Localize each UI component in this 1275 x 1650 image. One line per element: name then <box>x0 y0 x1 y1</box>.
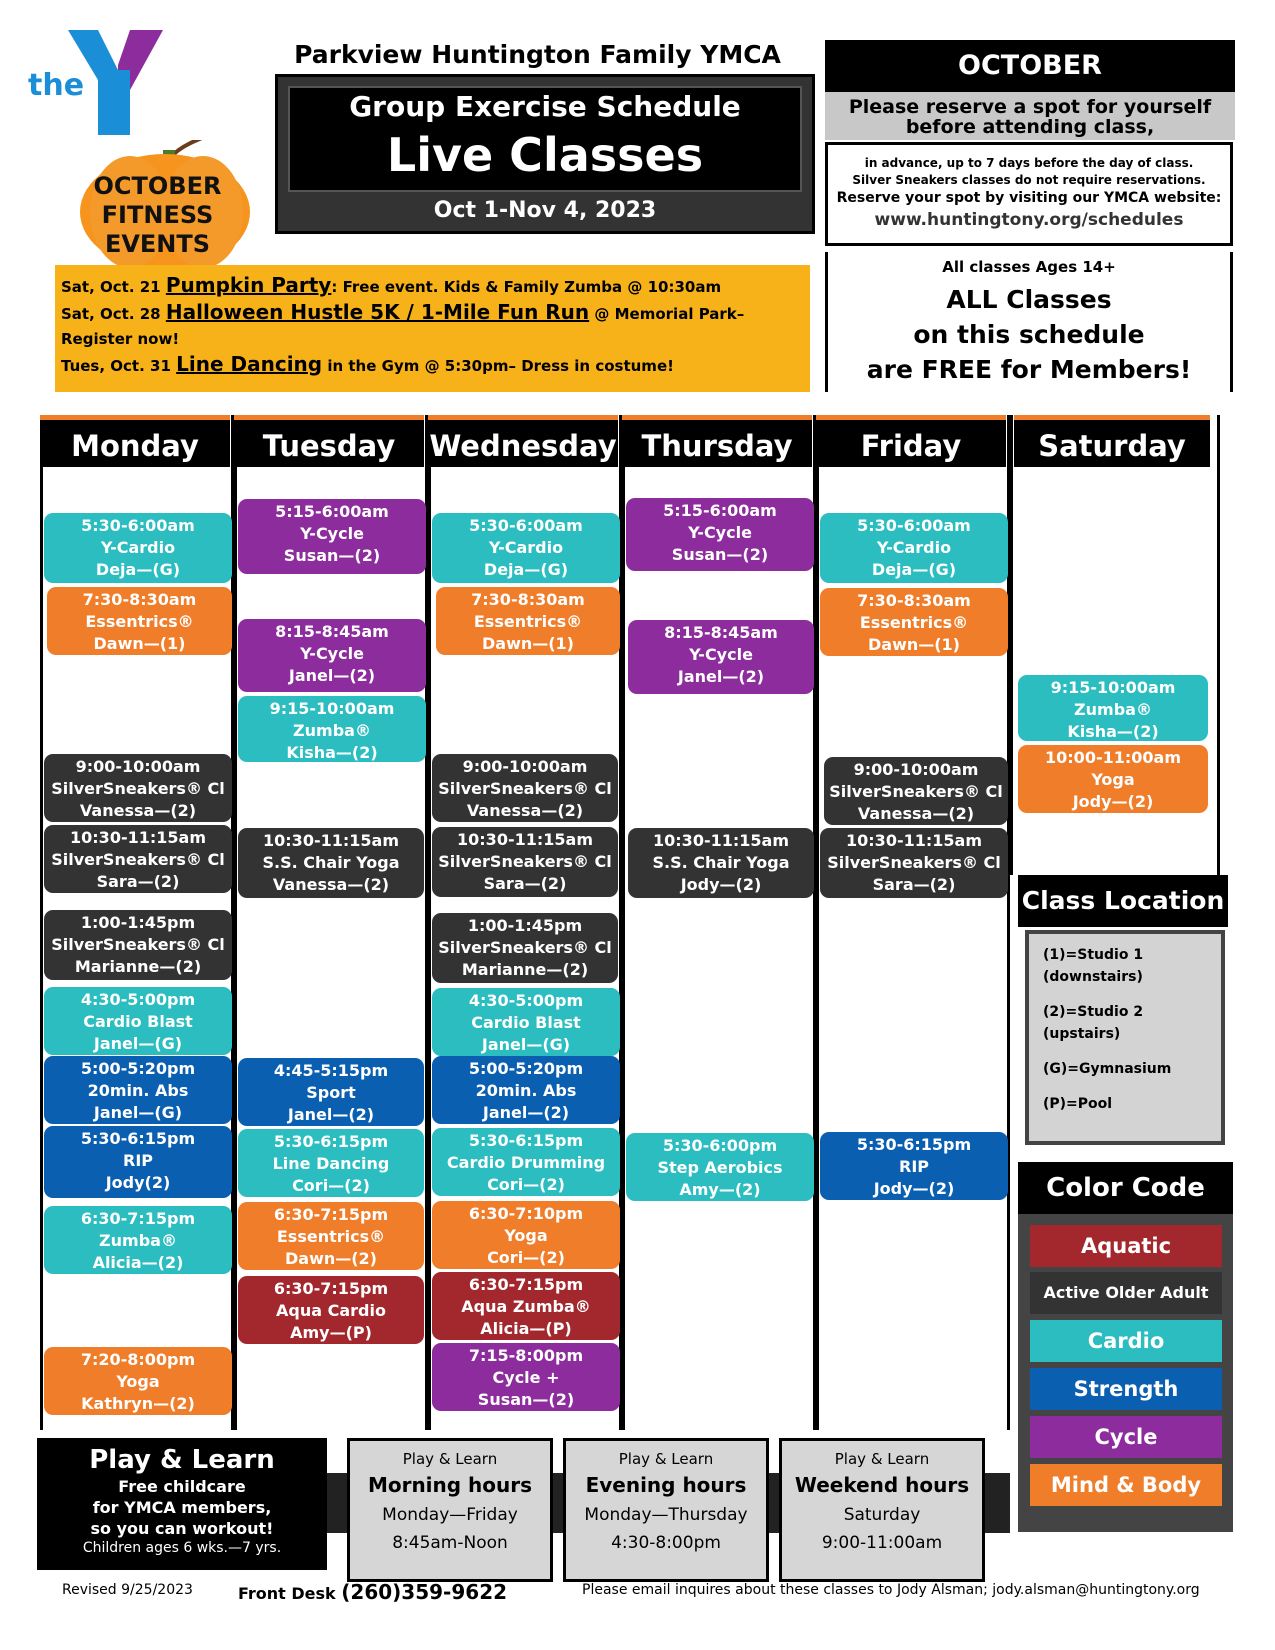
class-name: Essentrics® <box>859 613 969 632</box>
class-time: 4:45-5:15pm <box>273 1061 389 1080</box>
class-name: Yoga <box>1091 770 1135 789</box>
class-time: 5:00-5:20pm <box>468 1059 584 1078</box>
class-time: 7:30-8:30am <box>857 591 971 610</box>
class-card[interactable] <box>628 828 814 898</box>
class-name: SilverSneakers® Cl <box>51 850 225 869</box>
class-instructor: Sara—(2) <box>96 872 180 891</box>
class-time: 5:30-6:15pm <box>468 1131 584 1150</box>
day-header-friday: Friday <box>816 415 1006 467</box>
class-time: 10:30-11:15am <box>263 831 399 850</box>
class-time: 6:30-7:15pm <box>468 1275 584 1294</box>
class-card[interactable] <box>44 1206 232 1274</box>
class-name: Aqua Zumba® <box>461 1297 591 1316</box>
class-card[interactable] <box>626 498 814 571</box>
class-time: 5:30-6:00pm <box>662 1136 778 1155</box>
play-learn-line-1: Free childcare <box>118 1477 246 1496</box>
schedule-url-link[interactable]: www.huntingtony.org/schedules <box>874 210 1184 230</box>
class-card[interactable] <box>44 1347 232 1415</box>
reserve-line-2: before attending class, <box>905 116 1155 138</box>
play-learn-morning-card <box>347 1438 553 1582</box>
event-item <box>61 300 804 352</box>
reserve-line-5: Reserve your spot by visiting our YMCA website: <box>836 190 1222 206</box>
class-instructor: Cori—(2) <box>487 1175 565 1194</box>
class-card[interactable] <box>238 1202 424 1270</box>
ymca-logo-text: the <box>28 68 85 103</box>
event-item <box>61 273 804 300</box>
class-card[interactable] <box>626 1133 814 1201</box>
class-card[interactable] <box>432 1128 620 1196</box>
location-item: (P)=Pool <box>1043 1096 1113 1112</box>
class-name: SilverSneakers® Cl <box>51 779 225 798</box>
class-name: RIP <box>123 1151 153 1170</box>
class-name: Cycle + <box>492 1368 560 1387</box>
class-name: SilverSneakers® Cl <box>51 935 225 954</box>
class-instructor: Janel—(G) <box>481 1035 571 1054</box>
reserve-details <box>825 142 1233 246</box>
class-instructor: Kisha—(2) <box>1067 722 1159 741</box>
class-name: RIP <box>899 1157 929 1176</box>
class-time: 1:00-1:45pm <box>80 913 196 932</box>
class-card[interactable] <box>44 987 232 1055</box>
class-instructor: Kisha—(2) <box>286 743 378 762</box>
front-desk-phone[interactable]: (260)359-9622 <box>341 1580 508 1604</box>
free-line-1: ALL Classes <box>946 285 1112 314</box>
class-card[interactable] <box>432 1272 620 1340</box>
class-instructor: Janel—(2) <box>482 1103 570 1122</box>
location-item: (G)=Gymnasium <box>1043 1061 1172 1077</box>
class-name: 20min. Abs <box>87 1081 189 1100</box>
class-card[interactable] <box>44 754 232 822</box>
class-time: 10:30-11:15am <box>70 828 206 847</box>
class-name: Zumba® <box>99 1231 177 1250</box>
front-desk-label: Front Desk <box>238 1584 336 1603</box>
class-instructor: Deja—(G) <box>483 560 569 579</box>
event-desc: @ Memorial Park– Register now! <box>61 305 745 348</box>
class-instructor: Vanessa—(2) <box>466 801 584 820</box>
class-time: 6:30-7:15pm <box>273 1279 389 1298</box>
class-name: SilverSneakers® Cl <box>438 852 612 871</box>
free-line-3: are FREE for Members! <box>866 355 1192 384</box>
class-name: Cardio Blast <box>471 1013 581 1032</box>
class-card[interactable] <box>432 1056 620 1124</box>
email-note: Please email inquires about these classes to Jody Alsman; jody.alsman@huntingtony.org <box>582 1582 1200 1598</box>
class-name: Line Dancing <box>272 1154 390 1173</box>
class-card[interactable] <box>47 587 232 655</box>
class-time: 10:00-11:00am <box>1045 748 1181 767</box>
day-header-tuesday: Tuesday <box>234 415 424 467</box>
class-time: 10:30-11:15am <box>653 831 789 850</box>
class-name: Zumba® <box>1074 700 1152 719</box>
day-header-monday: Monday <box>40 415 230 467</box>
event-date: Tues, Oct. 31 <box>61 357 171 375</box>
class-instructor: Dawn—(2) <box>284 1249 377 1268</box>
class-time: 6:30-7:10pm <box>468 1204 584 1223</box>
class-instructor: Susan—(2) <box>283 546 381 565</box>
class-name: S.S. Chair Yoga <box>262 853 400 872</box>
schedule-dates: Oct 1-Nov 4, 2023 <box>433 198 657 223</box>
class-instructor: Vanessa—(2) <box>272 875 390 894</box>
class-instructor: Dawn—(1) <box>867 635 960 654</box>
class-instructor: Amy—(P) <box>290 1323 372 1342</box>
class-name: 20min. Abs <box>475 1081 577 1100</box>
class-card[interactable] <box>238 828 424 898</box>
class-card[interactable] <box>432 827 618 897</box>
class-instructor: Janel—(2) <box>288 666 376 685</box>
day-header-wednesday: Wednesday <box>428 415 618 467</box>
play-learn-line-2: for YMCA members, <box>92 1498 272 1517</box>
class-time: 4:30-5:00pm <box>468 991 584 1010</box>
class-instructor: Jody—(2) <box>1072 792 1154 811</box>
revised-date: Revised 9/25/2023 <box>62 1582 193 1598</box>
event-name: Line Dancing <box>176 352 323 376</box>
class-name: Essentrics® <box>473 612 583 631</box>
class-card[interactable] <box>432 1201 620 1269</box>
class-time: 7:15-8:00pm <box>468 1346 584 1365</box>
class-card[interactable] <box>824 757 1008 825</box>
color-code-older-adult: Active Older Adult <box>1030 1272 1222 1314</box>
class-name: Yoga <box>504 1226 548 1245</box>
class-time: 1:00-1:45pm <box>467 916 583 935</box>
card-days: Monday—Thursday <box>584 1505 748 1525</box>
color-code-aquatic: Aquatic <box>1030 1225 1222 1267</box>
class-card[interactable] <box>238 619 426 692</box>
color-code-mind-body: Mind & Body <box>1030 1464 1222 1506</box>
color-code-strength: Strength <box>1030 1368 1222 1410</box>
class-card[interactable] <box>44 910 232 980</box>
class-time: 9:00-10:00am <box>462 757 588 776</box>
reserve-line-3: in advance, up to 7 days before the day of class. <box>864 156 1194 170</box>
class-time: 9:00-10:00am <box>75 757 201 776</box>
class-time: 8:15-8:45am <box>275 622 389 641</box>
class-time: 5:15-6:00am <box>663 501 777 520</box>
class-time: 5:30-6:00am <box>469 516 583 535</box>
class-name: SilverSneakers® Cl <box>438 779 612 798</box>
class-instructor: Susan—(2) <box>477 1390 575 1409</box>
class-instructor: Janel—(2) <box>287 1105 375 1124</box>
day-header-thursday: Thursday <box>622 415 812 467</box>
class-card[interactable] <box>432 913 618 983</box>
class-time: 7:30-8:30am <box>471 590 585 609</box>
color-code-title: Color Code <box>1018 1162 1233 1214</box>
class-name: Cardio Drumming <box>446 1153 606 1172</box>
org-title: Parkview Huntington Family YMCA <box>294 40 781 69</box>
events-box <box>55 265 810 392</box>
class-name: Aqua Cardio <box>276 1301 386 1320</box>
class-time: 8:15-8:45am <box>664 623 778 642</box>
class-instructor: Marianne—(2) <box>74 957 202 976</box>
class-time: 5:00-5:20pm <box>80 1059 196 1078</box>
class-instructor: Jody(2) <box>105 1173 171 1192</box>
color-code-cycle: Cycle <box>1030 1416 1222 1458</box>
class-name: SilverSneakers® Cl <box>827 853 1001 872</box>
class-instructor: Deja—(G) <box>871 560 957 579</box>
class-time: 9:15-10:00am <box>269 699 395 718</box>
schedule-subtitle: Group Exercise Schedule <box>349 90 741 123</box>
play-learn-weekend-card <box>779 1438 985 1582</box>
play-learn-evening-card <box>563 1438 769 1582</box>
class-instructor: Kathryn—(2) <box>81 1394 195 1413</box>
class-name: Y-Cycle <box>688 523 752 542</box>
card-title: Evening hours <box>585 1473 747 1497</box>
class-time: 6:30-7:15pm <box>273 1205 389 1224</box>
class-card[interactable] <box>820 828 1008 898</box>
reserve-notice <box>825 92 1235 140</box>
class-name: Zumba® <box>293 721 371 740</box>
class-card[interactable] <box>432 988 620 1056</box>
play-learn-info <box>37 1438 327 1570</box>
event-date: Sat, Oct. 28 <box>61 305 161 323</box>
card-label: Play & Learn <box>618 1450 714 1468</box>
class-time: 7:20-8:00pm <box>80 1350 196 1369</box>
class-name: Y-Cycle <box>300 524 364 543</box>
class-instructor: Cori—(2) <box>292 1176 370 1195</box>
card-label: Play & Learn <box>834 1450 930 1468</box>
class-name: Cardio Blast <box>83 1012 193 1031</box>
class-time: 10:30-11:15am <box>457 830 593 849</box>
reserve-line-4: Silver Sneakers classes do not require reservations. <box>852 173 1206 187</box>
class-instructor: Dawn—(1) <box>93 634 186 653</box>
class-card[interactable] <box>238 1276 424 1344</box>
card-days: Saturday <box>843 1505 921 1525</box>
class-instructor: Janel—(2) <box>677 667 765 686</box>
class-time: 9:15-10:00am <box>1050 678 1176 697</box>
card-days: Monday—Friday <box>382 1505 518 1525</box>
class-card[interactable] <box>44 1056 232 1124</box>
class-time: 6:30-7:15pm <box>80 1209 196 1228</box>
class-instructor: Amy—(2) <box>679 1180 761 1199</box>
card-title: Morning hours <box>367 1473 533 1497</box>
class-location-title: Class Location <box>1018 875 1228 927</box>
class-instructor: Vanessa—(2) <box>857 804 975 823</box>
card-hours: 9:00-11:00am <box>821 1533 943 1553</box>
class-time: 5:30-6:15pm <box>273 1132 389 1151</box>
class-instructor: Janel—(G) <box>93 1034 183 1053</box>
class-name: Essentrics® <box>85 612 194 631</box>
event-name: Pumpkin Party <box>165 273 332 297</box>
class-time: 5:30-6:00am <box>857 516 971 535</box>
front-desk <box>238 1580 507 1604</box>
class-name: Y-Cycle <box>689 645 753 664</box>
event-item <box>61 352 804 379</box>
class-time: 4:30-5:00pm <box>80 990 196 1009</box>
class-name: Yoga <box>116 1372 160 1391</box>
class-card[interactable] <box>238 1129 424 1197</box>
location-item: (1)=Studio 1 (downstairs) <box>1043 947 1144 985</box>
play-learn-ages: Children ages 6 wks.—7 yrs. <box>82 1540 282 1556</box>
class-instructor: Cori—(2) <box>487 1248 565 1267</box>
color-code-cardio: Cardio <box>1030 1320 1222 1362</box>
class-name: Y-Cardio <box>100 538 176 557</box>
class-location-legend <box>1025 930 1225 1145</box>
day-header-saturday: Saturday <box>1014 415 1210 467</box>
event-date: Sat, Oct. 21 <box>61 278 161 296</box>
pumpkin-line-3: EVENTS <box>104 230 211 258</box>
class-time: 7:30-8:30am <box>82 590 197 609</box>
class-name: Step Aerobics <box>657 1158 783 1177</box>
class-name: Y-Cardio <box>876 538 952 557</box>
card-title: Weekend hours <box>794 1473 970 1497</box>
class-card[interactable] <box>432 1343 620 1411</box>
ages-note: All classes Ages 14+ <box>942 258 1116 276</box>
play-learn-title: Play & Learn <box>89 1445 275 1475</box>
class-name: SilverSneakers® Cl <box>829 782 1003 801</box>
reserve-line-1: Please reserve a spot for yourself <box>848 96 1212 118</box>
class-time: 5:30-6:15pm <box>856 1135 972 1154</box>
class-instructor: Sara—(2) <box>872 875 956 894</box>
class-time: 5:30-6:00am <box>81 516 195 535</box>
class-card[interactable] <box>1018 675 1208 741</box>
class-instructor: Marianne—(2) <box>461 960 589 979</box>
ymca-logo-icon <box>68 30 168 140</box>
class-name: Y-Cycle <box>300 644 364 663</box>
members-note <box>825 252 1233 392</box>
class-card[interactable] <box>628 620 814 694</box>
pumpkin-line-1: OCTOBER <box>93 172 222 200</box>
class-time: 10:30-11:15am <box>846 831 982 850</box>
event-name: Halloween Hustle 5K / 1-Mile Fun Run <box>165 300 590 324</box>
class-card[interactable] <box>44 1126 232 1198</box>
class-card[interactable] <box>436 587 620 655</box>
class-card[interactable] <box>820 1132 1008 1200</box>
class-card[interactable] <box>44 513 232 583</box>
class-time: 9:00-10:00am <box>853 760 979 779</box>
class-card[interactable] <box>1018 745 1208 813</box>
class-card[interactable] <box>238 696 426 762</box>
class-instructor: Jody—(2) <box>680 875 762 894</box>
card-hours: 8:45am-Noon <box>392 1533 508 1553</box>
pumpkin-caption <box>75 172 240 259</box>
class-name: Essentrics® <box>276 1227 386 1246</box>
free-line-2: on this schedule <box>913 320 1145 349</box>
class-card[interactable] <box>432 754 618 822</box>
location-item: (2)=Studio 2 (upstairs) <box>1043 1004 1144 1042</box>
class-instructor: Vanessa—(2) <box>79 801 197 820</box>
class-instructor: Janel—(G) <box>93 1103 183 1122</box>
class-card[interactable] <box>238 499 426 574</box>
class-time: 5:30-6:15pm <box>80 1129 196 1148</box>
card-hours: 4:30-8:00pm <box>611 1533 721 1553</box>
event-suffix: : <box>331 278 338 296</box>
class-name: Sport <box>306 1083 356 1102</box>
class-card[interactable] <box>44 825 232 893</box>
class-instructor: Alicia—(2) <box>92 1253 184 1272</box>
class-instructor: Jody—(2) <box>873 1179 955 1198</box>
class-instructor: Sara—(2) <box>483 874 567 893</box>
class-name: SilverSneakers® Cl <box>438 938 612 957</box>
class-instructor: Deja—(G) <box>95 560 181 579</box>
class-instructor: Alicia—(P) <box>480 1319 572 1338</box>
card-label: Play & Learn <box>402 1450 498 1468</box>
class-instructor: Dawn—(1) <box>481 634 574 653</box>
class-name: S.S. Chair Yoga <box>652 853 790 872</box>
pumpkin-line-2: FITNESS <box>101 201 214 229</box>
class-card[interactable] <box>820 513 1008 583</box>
class-name: Y-Cardio <box>488 538 564 557</box>
event-desc: in the Gym @ 5:30pm– Dress in costume! <box>327 357 674 375</box>
event-desc: Free event. Kids & Family Zumba @ 10:30am <box>337 278 722 296</box>
class-card[interactable] <box>432 513 620 583</box>
class-card[interactable] <box>238 1058 424 1126</box>
class-time: 5:15-6:00am <box>275 502 389 521</box>
class-card[interactable] <box>820 588 1008 656</box>
month-banner: OCTOBER <box>825 40 1235 92</box>
page-title: Live Classes <box>386 128 704 182</box>
play-learn-line-3: so you can workout! <box>90 1519 274 1538</box>
class-instructor: Susan—(2) <box>671 545 769 564</box>
